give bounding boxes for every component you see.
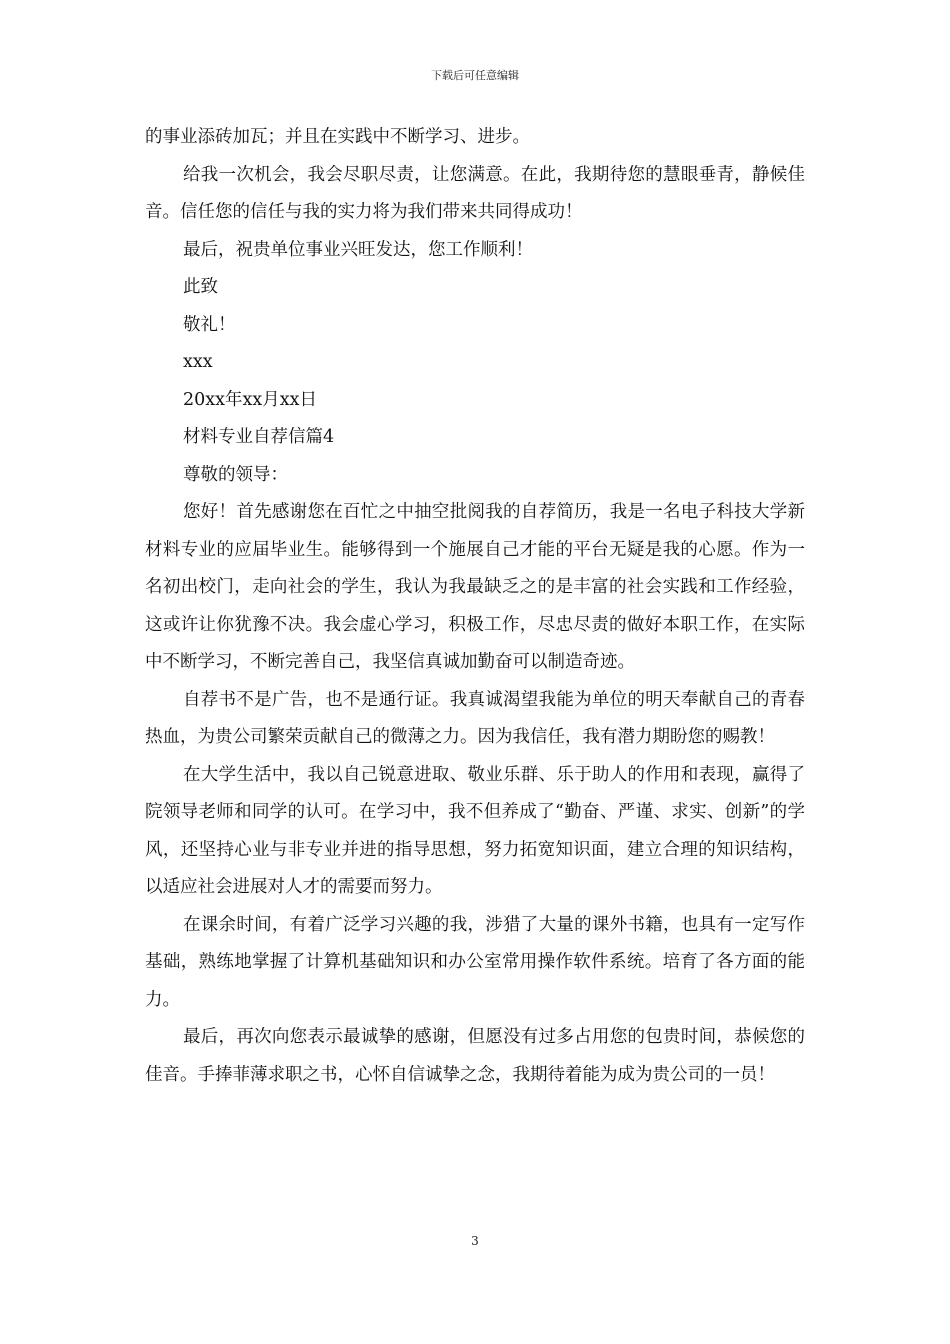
page-header: 下载后可任意编辑 bbox=[431, 69, 519, 82]
signature-name: xxx bbox=[183, 352, 213, 372]
paragraph: 在课余时间，有着广泛学习兴趣的我，涉猎了大量的课外书籍，也具有一定写作基础，熟练地掌握了计算机基础知识和办公室常用操作软件系统。培育了各方面的能力。 bbox=[145, 914, 805, 1010]
paragraph: 最后，祝贵单位事业兴旺发达，您工作顺利！ bbox=[183, 239, 533, 260]
paragraph: 在大学生活中，我以自己锐意进取、敬业乐群、乐于助人的作用和表现，赢得了院领导老师和同学的认可。在学习中，我不但养成了“勤奋、严谨、求实、创新”的学风，还坚持心业与非专业并进的指导思想，努力拓宽知识面，建立合理的知识结构，以适应社会进展对人才的需要而努力。 bbox=[145, 764, 805, 897]
paragraph: 的事业添砖加瓦；并且在实践中不断学习、进步。 bbox=[145, 127, 530, 147]
paragraph: 自荐书不是广告，也不是通行证。我真诚渴望我能为单位的明天奉献自己的青春热血，为贵公司繁荣贡献自己的微薄之力。因为我信任，我有潜力期盼您的赐教！ bbox=[145, 689, 805, 747]
paragraph: 给我一次机会，我会尽职尽责，让您满意。在此，我期待您的慧眼垂青，静候佳音。信任您的信任与我的实力将为我们带来共同得成功！ bbox=[145, 164, 805, 222]
signature-date: 20xx年xx月xx日 bbox=[183, 389, 317, 410]
greeting: 尊敬的领导： bbox=[183, 464, 288, 485]
section-title: 材料专业自荐信篇4 bbox=[183, 427, 335, 447]
letter-body bbox=[145, 119, 805, 1094]
paragraph: 您好！首先感谢您在百忙之中抽空批阅我的自荐简历，我是一名电子科技大学新材料专业的应届毕业生。能够得到一个施展自己才能的平台无疑是我的心愿。作为一名初出校门，走向社会的学生，我认为我最缺乏之的是丰富的社会实践和工作经验，这或许让你犹豫不决。我会虚心学习，积极工作，尽忠尽责的做好本职工作，在实际中不断学习，不断完善自己，我坚信真诚加勤奋可以制造奇迹。 bbox=[145, 502, 805, 672]
page-number: 3 bbox=[471, 1234, 479, 1248]
salutation-closing: 此致 bbox=[183, 277, 218, 297]
salutation-regards: 敬礼！ bbox=[183, 314, 236, 335]
paragraph: 最后，再次向您表示最诚挚的感谢，但愿没有过多占用您的包贵时间，恭候您的佳音。手捧菲薄求职之书，心怀自信诚挚之念，我期待着能为成为贵公司的一员！ bbox=[145, 1027, 805, 1085]
